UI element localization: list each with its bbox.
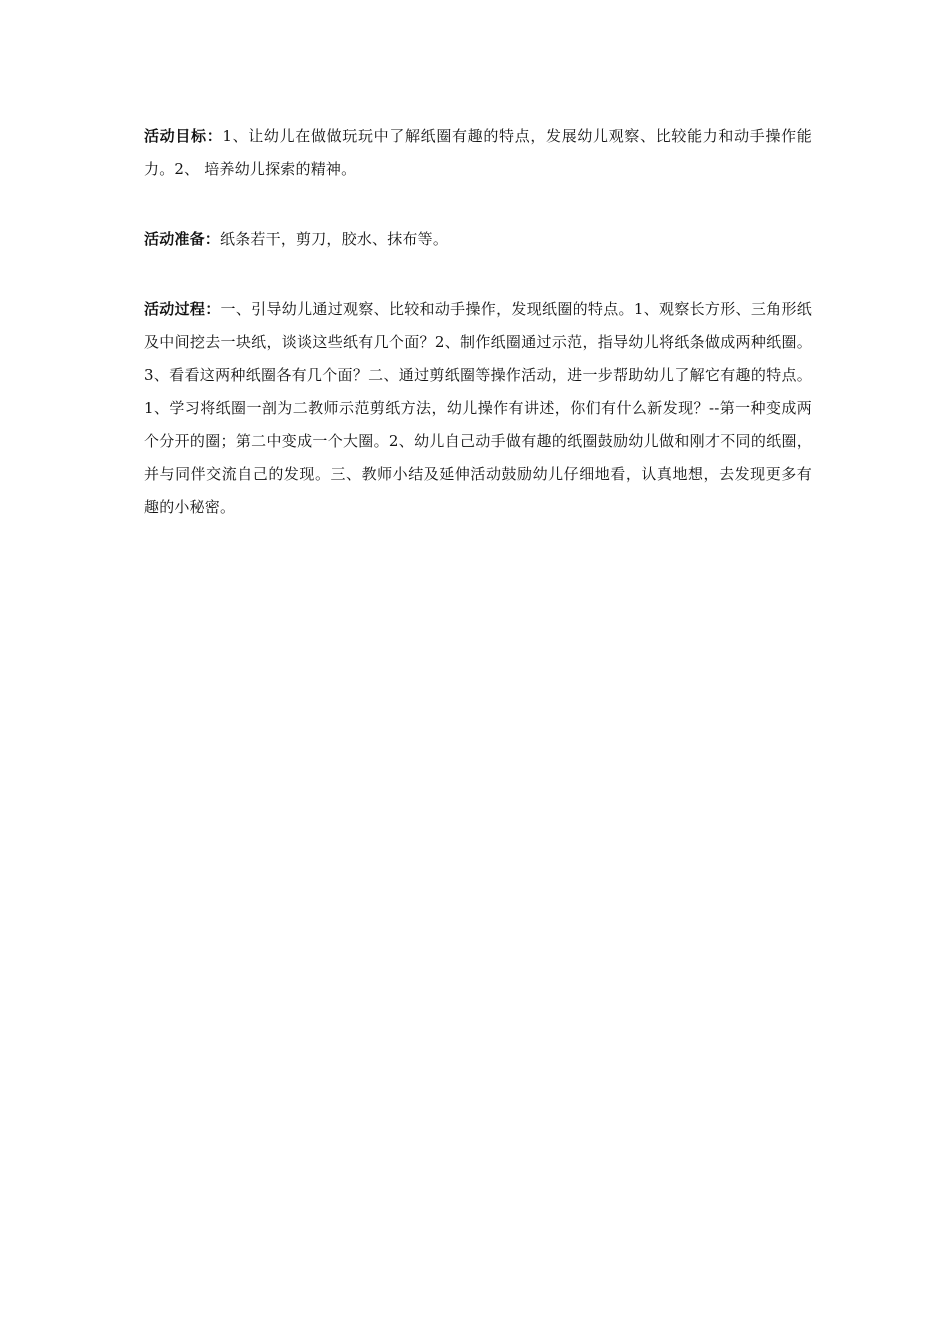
activity-preparation-label: 活动准备： [144,230,221,248]
activity-preparation-paragraph [144,223,812,256]
activity-process-paragraph [144,293,812,524]
activity-goals-text: 1、让幼儿在做做玩玩中了解纸圈有趣的特点，发展幼儿观察、比较能力和动手操作能力。2、 培养幼儿探索的精神。 [144,127,812,178]
document-body [144,120,812,561]
activity-preparation-text: 纸条若干，剪刀，胶水、抹布等。 [220,230,449,248]
activity-goals-paragraph [144,120,812,186]
activity-process-label: 活动过程： [144,300,221,318]
activity-goals-label: 活动目标： [144,127,223,145]
activity-process-text: 一、引导幼儿通过观察、比较和动手操作，发现纸圈的特点。1、观察长方形、三角形纸及中间挖去一块纸，谈谈这些纸有几个面？2、制作纸圈通过示范，指导幼儿将纸条做成两种纸圈。3、看看这两种纸圈各有几个面？二、通过剪纸圈等操作活动，进一步帮助幼儿了解它有趣的特点。1、学习将纸圈一剖为二教师示范剪纸方法，幼儿操作有讲述，你们有什么新发现？--第一种变成两个分开的圈；第二中变成一个大圈。2、幼儿自己动手做有趣的纸圈鼓励幼儿做和刚才不同的纸圈，并与同伴交流自己的发现。三、教师小结及延伸活动鼓励幼儿仔细地看，认真地想，去发现更多有趣的小秘密。 [144,300,812,516]
